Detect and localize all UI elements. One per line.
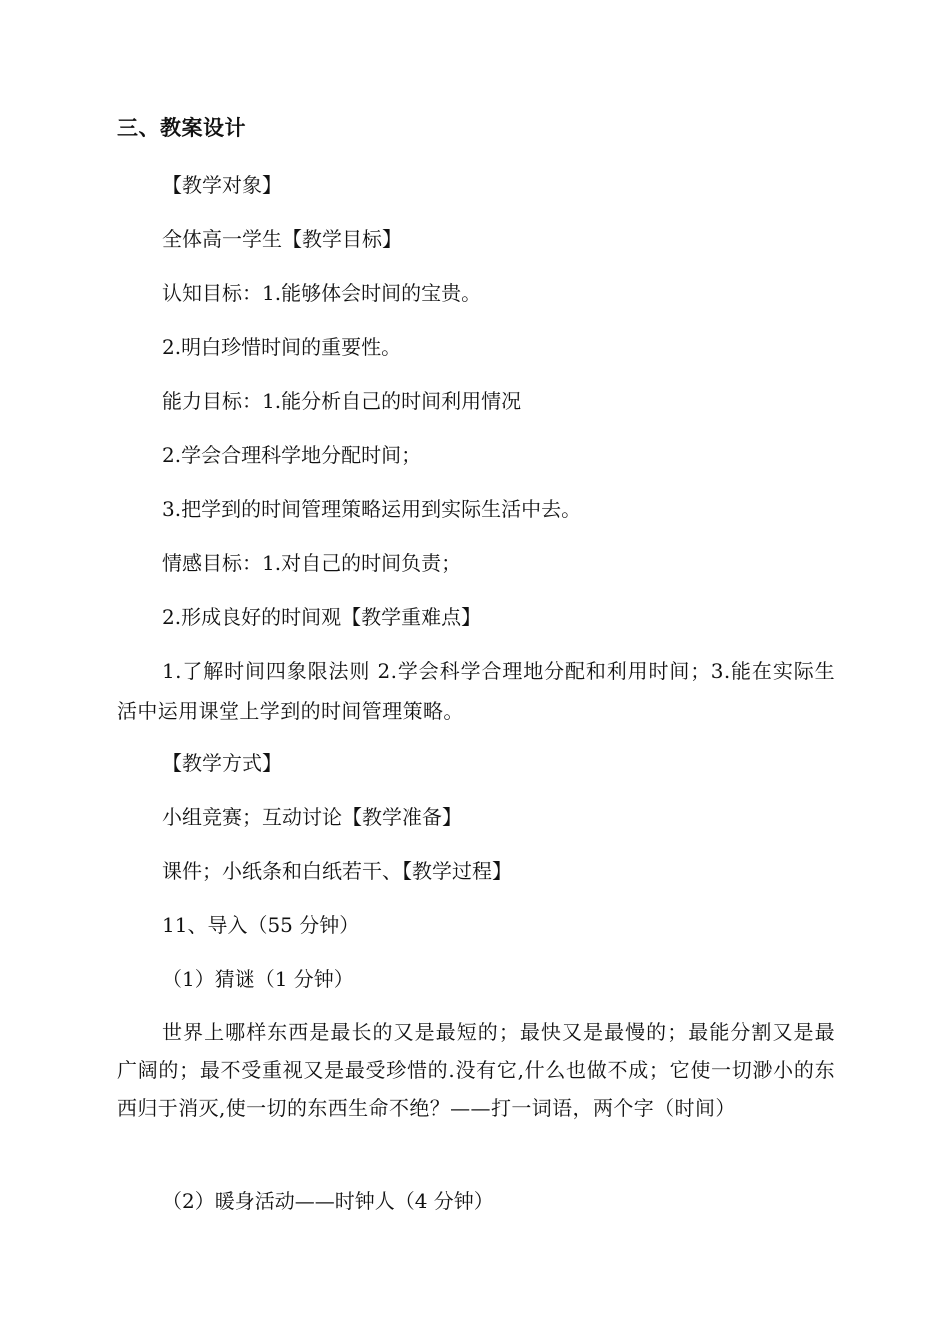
ability-goal-1: 能力目标：1.能分析自己的时间利用情况 [162, 389, 522, 413]
cognitive-goal-1: 认知目标：1.能够体会时间的宝贵。 [162, 281, 482, 305]
teaching-object-label: 【教学对象】 [162, 173, 282, 197]
ability-goal-3: 3.把学到的时间管理策略运用到实际生活中去。 [162, 497, 582, 521]
teaching-object-value: 全体高一学生【教学目标】 [162, 227, 402, 251]
ability-goal-2: 2.学会合理科学地分配时间； [162, 443, 422, 467]
difficulty-paragraph: 1.了解时间四象限法则 2.学会科学合理地分配和利用时间；3.能在实际生活中运用课堂上学到的时间管理策略。 [117, 659, 835, 723]
warmup-step: （2）暖身活动——时钟人（4 分钟） [162, 1189, 494, 1213]
teaching-preparation-value: 课件；小纸条和白纸若干、【教学过程】 [162, 859, 512, 883]
emotional-goal-1: 情感目标：1.对自己的时间负责； [162, 551, 462, 575]
riddle-paragraph: 世界上哪样东西是最长的又是最短的；最快又是最慢的；最能分割又是最广阔的；最不受重视又是最受珍惜的.没有它,什么也做不成；它使一切渺小的东西归于消灭,使一切的东西生命不绝？——打一词语，两个字（时间） [117, 1020, 835, 1120]
riddle-step: （1）猜谜（1 分钟） [162, 967, 354, 991]
emotional-goal-2: 2.形成良好的时间观【教学重难点】 [162, 605, 482, 629]
section-heading: 三、教案设计 [117, 116, 246, 140]
intro-step: 11、导入（55 分钟） [162, 913, 360, 937]
teaching-method-value: 小组竞赛；互动讨论【教学准备】 [162, 805, 462, 829]
teaching-method-label: 【教学方式】 [162, 751, 282, 775]
cognitive-goal-2: 2.明白珍惜时间的重要性。 [162, 335, 402, 359]
